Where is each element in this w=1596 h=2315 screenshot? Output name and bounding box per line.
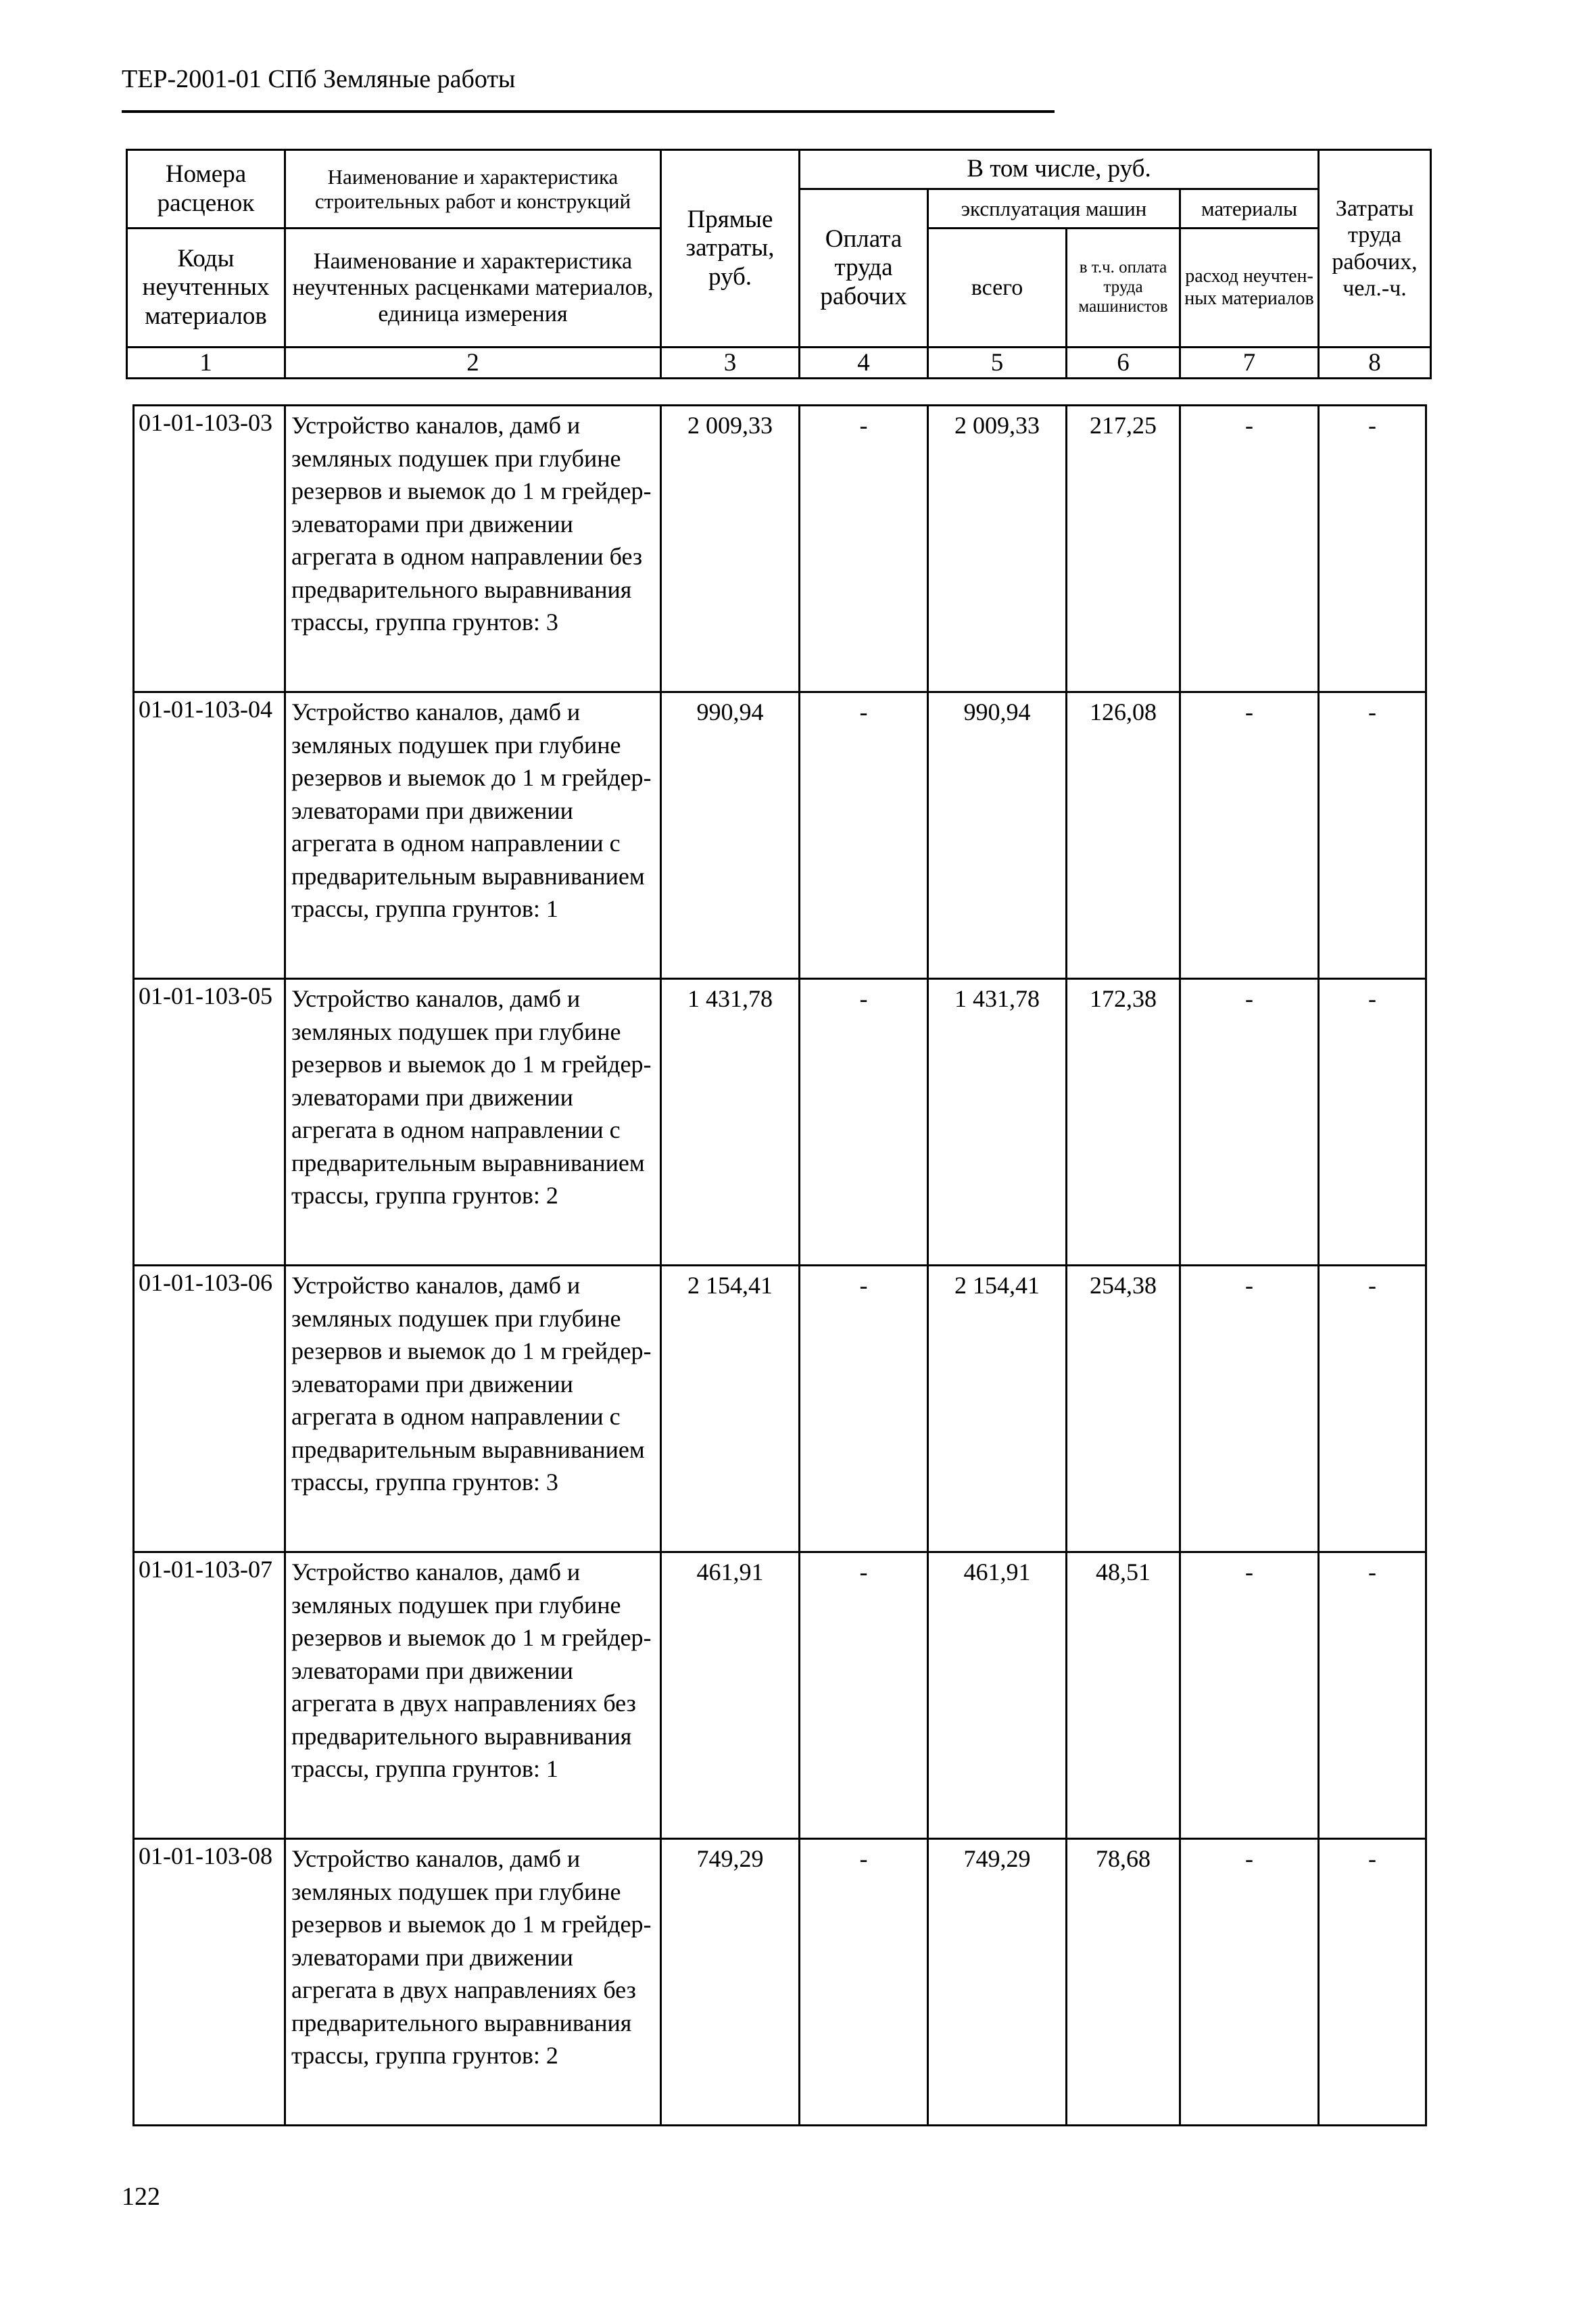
header-including-group: В том числе, руб. [800,150,1319,189]
column-number: 1 [127,348,285,379]
table-row [134,1552,1426,1839]
rate-code: 01-01-103-04 [134,692,285,979]
header-uncounted-material-codes: Коды неучтенных материалов [127,229,285,348]
direct-costs-value: 990,94 [661,692,800,979]
table-row [134,406,1426,692]
machines-total-value: 990,94 [928,692,1067,979]
header-rule [122,110,1055,113]
table-header [126,149,1432,379]
direct-costs-value: 749,29 [661,1839,800,2126]
machines-total-value: 2 154,41 [928,1266,1067,1552]
worker-pay-value: - [800,1839,928,2126]
header-machinist-pay: в т.ч. оплата труда машинистов [1067,229,1180,348]
materials-value: - [1180,692,1319,979]
rate-description-cell [285,1839,661,2126]
rate-description: Устройство каналов, дамб и земляных подушек при глубине резервов и выемок до 1 м грейдер-элеваторами при движении агрегата в одном направлении без предварительного выравнивания трассы, группа грунтов: 3 [291,412,652,636]
worker-pay-value: - [800,692,928,979]
rate-code: 01-01-103-06 [134,1266,285,1552]
rate-code: 01-01-103-03 [134,406,285,692]
table-row [134,1266,1426,1552]
materials-value: - [1180,979,1319,1266]
machinist-pay-value: 78,68 [1067,1839,1180,2126]
machinist-pay-value: 172,38 [1067,979,1180,1266]
column-number: 3 [661,348,800,379]
rate-description-cell [285,979,661,1266]
rate-description: Устройство каналов, дамб и земляных подушек при глубине резервов и выемок до 1 м грейдер-элеваторами при движении агрегата в двух направлениях без предварительного выравнивания трассы, группа грунтов: 1 [291,1558,652,1782]
page-number: 122 [122,2182,160,2211]
rate-code: 01-01-103-08 [134,1839,285,2126]
machinist-pay-value: 126,08 [1067,692,1180,979]
labor-hours-value: - [1319,692,1426,979]
rate-code: 01-01-103-07 [134,1552,285,1839]
rates-table [132,404,1427,2126]
column-number: 4 [800,348,928,379]
rate-description: Устройство каналов, дамб и земляных подушек при глубине резервов и выемок до 1 м грейдер-элеваторами при движении агрегата в одном направлении с предварительным выравниванием трассы, группа грунтов: 3 [291,1272,652,1496]
labor-hours-value: - [1319,406,1426,692]
materials-value: - [1180,1266,1319,1552]
machines-total-value: 461,91 [928,1552,1067,1839]
column-number: 7 [1180,348,1319,379]
header-work-description: Наименование и характеристика строительных работ и конструкций [285,150,661,229]
header-machines-total: всего [928,229,1067,348]
table-row [134,692,1426,979]
column-number: 5 [928,348,1067,379]
table-row [134,979,1426,1266]
table-row [134,1839,1426,2126]
direct-costs-value: 2 009,33 [661,406,800,692]
direct-costs-value: 1 431,78 [661,979,800,1266]
worker-pay-value: - [800,979,928,1266]
rate-code: 01-01-103-05 [134,979,285,1266]
materials-value: - [1180,1839,1319,2126]
machines-total-value: 2 009,33 [928,406,1067,692]
direct-costs-value: 461,91 [661,1552,800,1839]
worker-pay-value: - [800,1266,928,1552]
labor-hours-value: - [1319,1266,1426,1552]
machines-total-value: 1 431,78 [928,979,1067,1266]
column-number: 6 [1067,348,1180,379]
header-labor-hours: Затраты труда рабочих, чел.-ч. [1319,150,1431,348]
header-uncounted-materials: расход неучтен-ных материалов [1180,229,1319,348]
header-direct-costs: Прямые затраты, руб. [661,150,800,348]
column-number: 8 [1319,348,1431,379]
column-number: 2 [285,348,661,379]
rate-description-cell [285,406,661,692]
worker-pay-value: - [800,406,928,692]
machines-total-value: 749,29 [928,1839,1067,2126]
materials-value: - [1180,1552,1319,1839]
header-machine-operation: эксплуатация машин [928,189,1180,229]
rate-description: Устройство каналов, дамб и земляных подушек при глубине резервов и выемок до 1 м грейдер-элеваторами при движении агрегата в одном направлении с предварительным выравниванием трассы, группа грунтов: 1 [291,698,652,922]
materials-value: - [1180,406,1319,692]
machinist-pay-value: 48,51 [1067,1552,1180,1839]
rate-description-cell [285,1552,661,1839]
labor-hours-value: - [1319,1839,1426,2126]
machinist-pay-value: 254,38 [1067,1266,1180,1552]
rate-description: Устройство каналов, дамб и земляных подушек при глубине резервов и выемок до 1 м грейдер-элеваторами при движении агрегата в одном направлении с предварительным выравниванием трассы, группа грунтов: 2 [291,985,652,1209]
machinist-pay-value: 217,25 [1067,406,1180,692]
header-materials: материалы [1180,189,1319,229]
direct-costs-value: 2 154,41 [661,1266,800,1552]
worker-pay-value: - [800,1552,928,1839]
rate-description-cell [285,692,661,979]
header-uncounted-material-description: Наименование и характеристика неучтенных расценками материалов, единица измерения [285,229,661,348]
labor-hours-value: - [1319,979,1426,1266]
rate-description-cell [285,1266,661,1552]
labor-hours-value: - [1319,1552,1426,1839]
header-rate-numbers: Номера расценок [127,150,285,229]
header-worker-pay: Оплата труда рабочих [800,189,928,348]
page-header-title: ТЕР-2001-01 СПб Земляные работы [122,65,516,93]
rate-description: Устройство каналов, дамб и земляных подушек при глубине резервов и выемок до 1 м грейдер-элеваторами при движении агрегата в двух направлениях без предварительного выравнивания трассы, группа грунтов: 2 [291,1845,652,2069]
